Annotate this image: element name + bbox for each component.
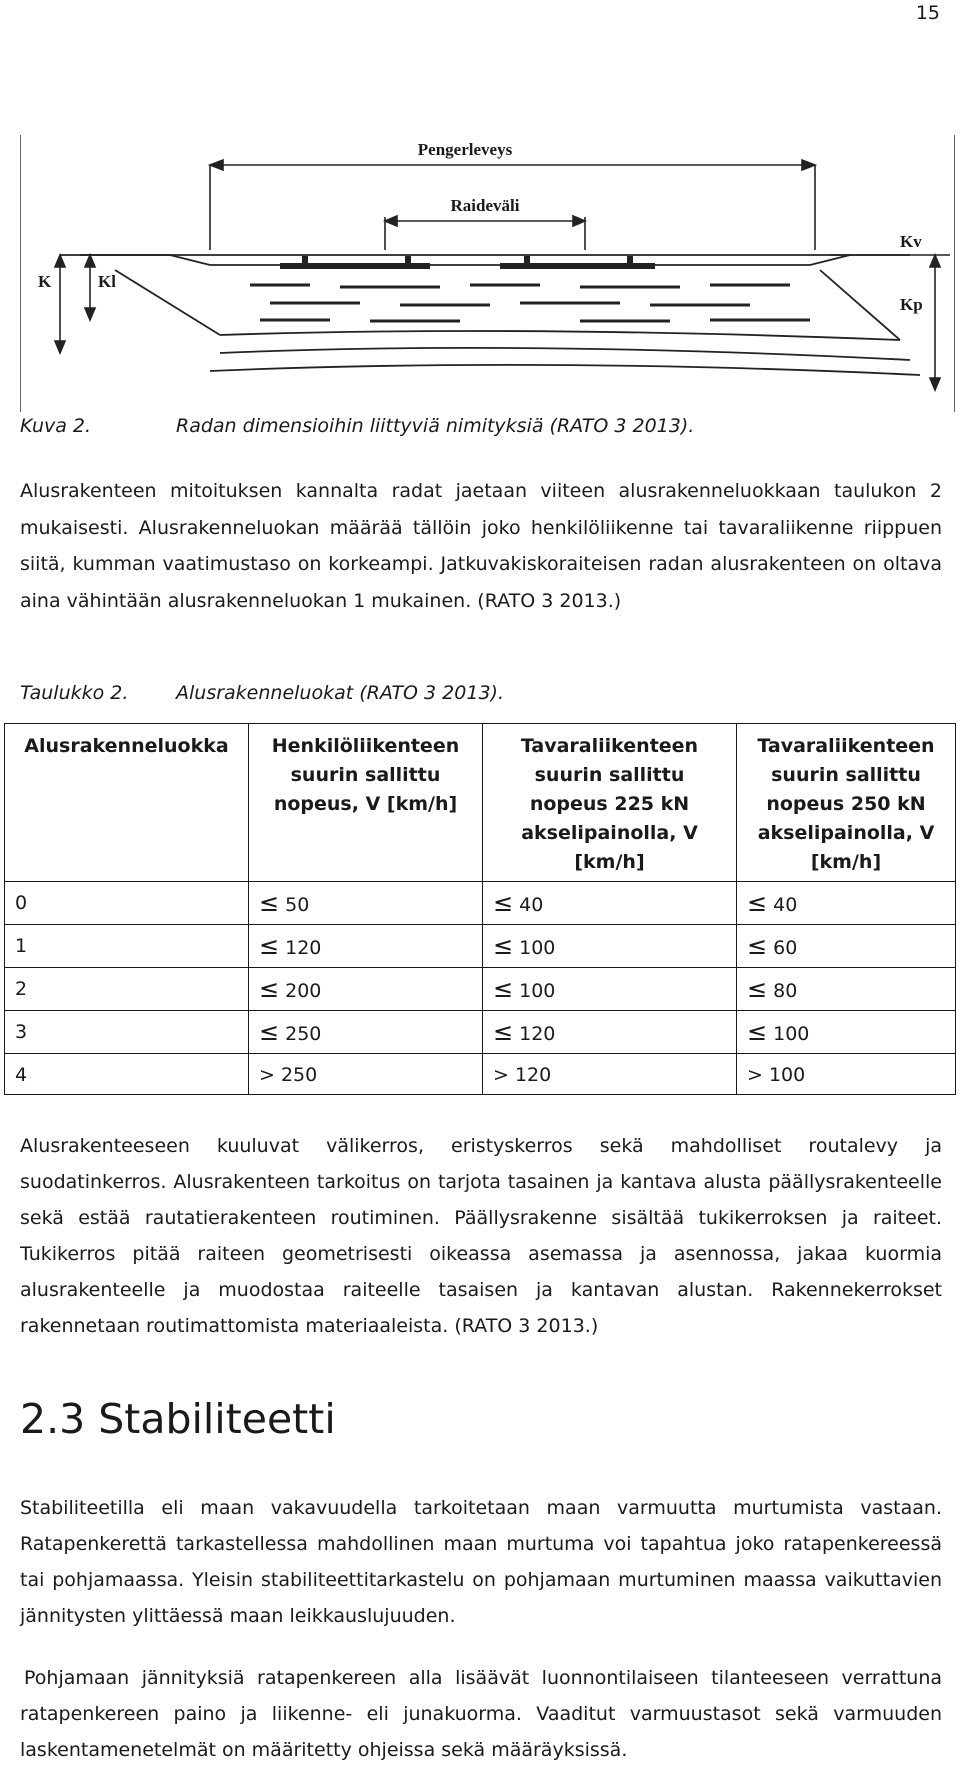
value: 80: [773, 980, 798, 1002]
table-header-row: [5, 724, 956, 882]
track-sleepers: [280, 256, 655, 269]
value: 120: [285, 937, 322, 959]
value: 100: [773, 1023, 810, 1045]
table-row: [5, 968, 956, 1011]
cell-class: 0: [5, 882, 249, 925]
leq-symbol: ≤: [747, 889, 768, 917]
track-cross-section-figure: [20, 135, 955, 412]
embankment-width-label: Pengerleveys: [417, 140, 513, 159]
leq-symbol: ≤: [259, 889, 280, 917]
leq-symbol: ≤: [259, 975, 280, 1003]
leq-symbol: ≤: [747, 1018, 768, 1046]
subgrade-class-table: [4, 723, 956, 1095]
table-caption-number: Taulukko 2.: [20, 682, 129, 704]
track-spacing-dimension: [385, 216, 585, 250]
cell-passenger: [249, 882, 483, 925]
table-row: [5, 1054, 956, 1095]
figure-caption-text: Radan dimensioihin liittyviä nimityksiä (RATO 3 2013).: [176, 415, 695, 437]
k-label: K: [38, 272, 52, 291]
cell-freight-250: [737, 882, 956, 925]
cell-freight-250: [737, 968, 956, 1011]
cell-class: 2: [5, 968, 249, 1011]
cell-freight-225: [483, 882, 737, 925]
kl-label: Kl: [98, 272, 116, 291]
embankment-outline: [60, 255, 920, 375]
header-passenger-speed: Henkilöliikenteen suurin sallittu nopeus, V [km/h]: [249, 724, 483, 882]
cell-class: 4: [5, 1054, 249, 1095]
leq-symbol: ≤: [259, 932, 280, 960]
paragraph-1: Alusrakenteen mitoituksen kannalta radat jaetaan viiteen alusrakenneluokkaan taulukon 2 mukaisesti. Alusrakenneluokan määrää tällöin joko henkilöliikenne tai tavaraliikenne riippuen siitä, kumman vaatimustaso on korkeampi. Jatkuvakiskoraiteisen radan alusrakenteen on oltava aina vähintään alusrakenneluokan 1 mukainen. (RATO 3 2013.): [20, 480, 942, 612]
kv-label: Kv: [900, 232, 922, 251]
page-number: 15: [915, 2, 940, 24]
value: 250: [285, 1023, 322, 1045]
cell-passenger: [249, 968, 483, 1011]
table-caption-text: Alusrakenneluokat (RATO 3 2013).: [176, 682, 504, 704]
leq-symbol: ≤: [259, 1018, 280, 1046]
cell-class: 3: [5, 1011, 249, 1054]
value: 120: [519, 1023, 556, 1045]
value: > 120: [493, 1064, 552, 1086]
cell-freight-250: [737, 925, 956, 968]
header-freight-250: Tavaraliikenteen suurin sallittu nopeus 250 kN akselipainolla, V [km/h]: [737, 724, 956, 882]
track-spacing-label: Raideväli: [450, 196, 520, 215]
table-row: [5, 925, 956, 968]
cell-freight-250: [737, 1054, 956, 1095]
cell-freight-225: [483, 1011, 737, 1054]
value: > 100: [747, 1064, 806, 1086]
ballast-layer-marks: [250, 285, 810, 321]
cell-freight-225: [483, 968, 737, 1011]
paragraph-2: Alusrakenteeseen kuuluvat välikerros, eristyskerros sekä mahdolliset routalevy ja suodatinkerros. Alusrakenteen tarkoitus on tarjota tasainen ja kantava alusta päällysrakenteelle sekä estää rautatierakenteen routiminen. Päällysrakenne sisältää tukikerroksen ja raiteet. Tukikerros pitää raiteen geometrisesti oikeassa asemassa ja asennossa, jakaa kuormia alusrakenteelle ja muodostaa raiteelle tasaisen ja kantavan alustan. Rakennekerrokset rakennetaan routimattomista materiaaleista. (RATO 3 2013.): [20, 1135, 942, 1337]
table-row: [5, 882, 956, 925]
cell-freight-225: [483, 925, 737, 968]
header-class: Alusrakenneluokka: [5, 724, 249, 882]
value: 60: [773, 937, 798, 959]
paragraph-4: Pohjamaan jännityksiä ratapenkereen alla lisäävät luonnontilaiseen tilanteeseen verrattuna ratapenkereen paino ja liikenne- eli junakuorma. Vaaditut varmuustasot sekä varmuuden laskentamenetelmät on määritetty ohjeissa sekä määräyksissä.: [20, 1667, 942, 1761]
cell-passenger: [249, 1011, 483, 1054]
header-freight-225: Tavaraliikenteen suurin sallittu nopeus 225 kN akselipainolla, V [km/h]: [483, 724, 737, 882]
cell-passenger: [249, 1054, 483, 1095]
value: 50: [285, 894, 310, 916]
value: 100: [519, 980, 556, 1002]
cell-passenger: [249, 925, 483, 968]
value: 200: [285, 980, 322, 1002]
value: 40: [773, 894, 798, 916]
section-heading: 2.3 Stabiliteetti: [20, 1395, 336, 1443]
cell-freight-225: [483, 1054, 737, 1095]
leq-symbol: ≤: [747, 975, 768, 1003]
table-row: [5, 1011, 956, 1054]
value: 40: [519, 894, 544, 916]
leq-symbol: ≤: [493, 889, 514, 917]
paragraph-3: Stabiliteetilla eli maan vakavuudella tarkoitetaan maan varmuutta murtumista vastaan. Ratapenkerettä tarkastellessa mahdollinen maan murtuma voi tapahtua joko ratapenkereessä tai pohjamaassa. Yleisin stabiliteettitarkastelu on pohjamaan murtuminen maassa vaikuttavien jännitysten ylittäessä maan leikkauslujuuden.: [20, 1497, 942, 1627]
cell-class: 1: [5, 925, 249, 968]
leq-symbol: ≤: [747, 932, 768, 960]
right-height-dimensions: [830, 255, 950, 390]
leq-symbol: ≤: [493, 1018, 514, 1046]
leq-symbol: ≤: [493, 975, 514, 1003]
left-height-dimensions: [55, 255, 95, 353]
figure-caption-number: Kuva 2.: [20, 415, 92, 437]
kp-label: Kp: [900, 295, 923, 314]
value: 100: [519, 937, 556, 959]
cell-freight-250: [737, 1011, 956, 1054]
leq-symbol: ≤: [493, 932, 514, 960]
value: > 250: [259, 1064, 318, 1086]
